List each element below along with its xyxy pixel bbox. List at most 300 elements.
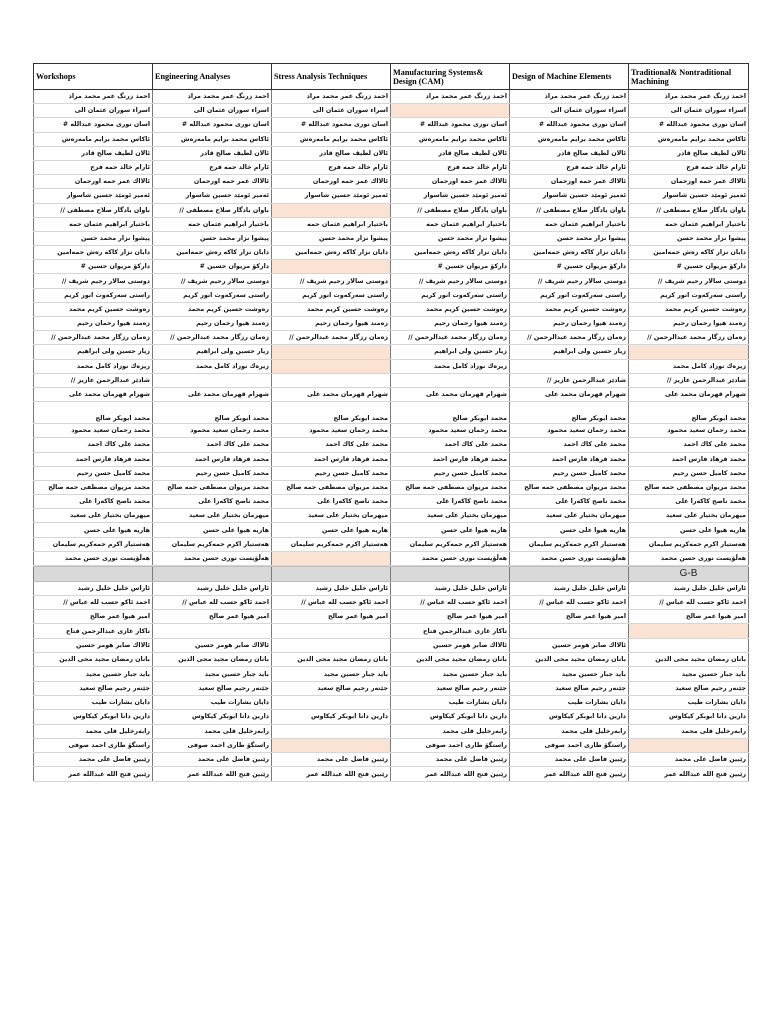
table-cell: محمد فرهاد فارس احمد: [152, 453, 271, 466]
table-cell: محمد رحمان سعید محمود: [152, 424, 271, 437]
table-cell: باید جبار حسین مجید: [271, 667, 390, 680]
table-cell: شهرام قهرمان محمد علی: [509, 388, 628, 401]
table-row: [33, 739, 749, 753]
table-cell: رێبین فتح الله عبدالله عمر: [152, 767, 271, 780]
table-cell: میهرمان بختیار علی سعید: [152, 509, 271, 522]
table-cell: ئالااك صابر هومر حسین: [390, 639, 509, 652]
table-cell: محمد رحمان سعید محمود: [628, 424, 749, 437]
table-cell: دایان نزار کاکه رەش حمەامین: [271, 246, 390, 259]
table-cell: رێبین فتح الله عبدالله عمر: [509, 767, 628, 780]
table-cell: رێبین فتح الله عبدالله عمر: [628, 767, 749, 780]
table-cell: رابەرخلیل قلی محمد: [152, 725, 271, 738]
table-cell: هاریە هیوا علی حسن: [271, 523, 390, 536]
table-cell: پیشوا نزار محمد حسن: [152, 232, 271, 245]
table-cell: زەمند هیوا رحمان رحیم: [628, 317, 749, 330]
table-cell: راستی سەرکەوت انور کریم: [33, 289, 152, 302]
table-cell: رەوشت حسین کریم محمد: [271, 303, 390, 316]
table-cell: هاریە هیوا علی حسن: [628, 523, 749, 536]
table-cell: زەمان رزگار محمد عبدالرحمن //: [271, 331, 390, 344]
table-cell: باید جبار حسین مجید: [152, 667, 271, 680]
table-cell: هەستیار اکرم حمەکریم سلیمان: [509, 538, 628, 551]
table-cell: رابەرخلیل قلی محمد: [390, 725, 509, 738]
table-cell: محمد علی کاك احمد: [509, 438, 628, 451]
table-cell: رەوشت حسین کریم محمد: [33, 303, 152, 316]
table-cell: باید جبار حسین مجید: [628, 667, 749, 680]
table-cell: احمد ئاکو حسب لله عباس //: [271, 596, 390, 609]
table-row: [33, 118, 749, 132]
table-cell: امیر هیوا عمر صالح: [152, 610, 271, 623]
table-row: [33, 523, 749, 537]
table-cell: امیر هیوا عمر صالح: [509, 610, 628, 623]
table-cell: دارین دانا ابوبکر کیکاوس: [390, 710, 509, 723]
table-row: [33, 402, 749, 424]
table-cell: محمد ابوبکر صالح: [152, 402, 271, 423]
table-cell: ئالااك صابر هومر حسین: [509, 639, 628, 652]
table-cell: محمد مریوان مصطفی حمه صالح: [271, 481, 390, 494]
table-cell: راستی سەرکەوت انور کریم: [390, 289, 509, 302]
table-row: [33, 331, 749, 345]
table-cell: راستگۆ طاری احمد صوفی: [33, 739, 152, 752]
table-cell: ئاراس خلیل خلیل رشید: [509, 582, 628, 595]
table-cell: هەڵۆیست نوری حسن محمد: [33, 552, 152, 565]
table-cell: شهرام قهرمان محمد علی: [33, 388, 152, 401]
table-cell-empty-highlighted: [628, 345, 749, 358]
table-cell: زیرەك نوزاد کامل محمد: [152, 360, 271, 373]
table-cell: جێنەر رحیم صالح سعید: [33, 682, 152, 695]
table-cell: ئاراس خلیل خلیل رشید: [628, 582, 749, 595]
table-cell: باختیار ابراهیم عثمان حمه: [509, 218, 628, 231]
table-cell: زەمان رزگار محمد عبدالرحمن //: [509, 331, 628, 344]
table-row: [33, 725, 749, 739]
table-cell: باید جبار حسین مجید: [509, 667, 628, 680]
table-cell: دایان بشارات طیب: [33, 696, 152, 709]
table-cell: دایان نزار کاکه رەش حمەامین: [33, 246, 152, 259]
table-cell: دارین دانا ابوبکر کیکاوس: [152, 710, 271, 723]
table-cell: ئالان لطیف صالح قادر: [390, 147, 509, 160]
table-cell: دایان نزار کاکه رەش حمەامین: [152, 246, 271, 259]
table-row: [33, 274, 749, 288]
table-cell: زەمند هیوا رحمان رحیم: [509, 317, 628, 330]
table-cell: شادێر عبدالرحمن عازیز //: [33, 374, 152, 387]
table-cell: باوان یادگار صلاح مصطفی //: [390, 204, 509, 217]
separator-cell: [33, 567, 152, 581]
table-cell: محمد فرهاد فارس احمد: [390, 453, 509, 466]
table-row: [33, 509, 749, 523]
table-cell: ئەمیر ئومێد حسین شاسوار: [271, 189, 390, 202]
table-cell: احمد ئاکو حسب لله عباس //: [152, 596, 271, 609]
table-row: [33, 388, 749, 402]
table-cell: اسان نوری محمود عبدالله #: [628, 118, 749, 131]
table-cell: شادێر عبدالرحمن عازیز //: [509, 374, 628, 387]
table-cell: میهرمان بختیار علی سعید: [271, 509, 390, 522]
table-cell: بانان رمضان مجید محی الدین: [152, 653, 271, 666]
separator-cell: [390, 567, 509, 581]
table-row: [33, 710, 749, 724]
table-row: [33, 360, 749, 374]
table-row: [33, 682, 749, 696]
table-cell-empty-highlighted: [628, 624, 749, 637]
table-row: [33, 481, 749, 495]
table-row: [33, 495, 749, 509]
table-cell: ئالان لطیف صالح قادر: [152, 147, 271, 160]
column-header-stress-analysis: Stress Analysis Techniques: [271, 64, 390, 89]
table-cell-empty: [152, 624, 271, 637]
table-cell: محمد ناصح کاکەرا علی: [152, 495, 271, 508]
table-cell-empty-highlighted: [271, 360, 390, 373]
table-cell-empty: [271, 696, 390, 709]
separator-cell: [152, 567, 271, 581]
table-cell: هەستیار اکرم حمەکریم سلیمان: [152, 538, 271, 551]
table-cell: احمد ئاکو حسب لله عباس //: [509, 596, 628, 609]
table-cell: محمد ناصح کاکەرا علی: [271, 495, 390, 508]
table-cell: ئالااك عمر حمه اورحمان: [271, 175, 390, 188]
table-cell: دارکۆ مریوان حسین #: [509, 260, 628, 273]
table-cell: جێنەر رحیم صالح سعید: [271, 682, 390, 695]
group-label: G-B: [628, 567, 749, 581]
table-cell: امیر هیوا عمر صالح: [271, 610, 390, 623]
table-cell: ئالااك عمر حمه اورحمان: [390, 175, 509, 188]
table-cell: اسراء سوران عثمان الی: [152, 104, 271, 117]
table-cell: راستی سەرکەوت انور کریم: [628, 289, 749, 302]
table-cell-empty-highlighted: [628, 739, 749, 752]
table-cell: رەوشت حسین کریم محمد: [628, 303, 749, 316]
table-row: [33, 639, 749, 653]
table-cell: ئەمیر ئومێد حسین شاسوار: [390, 189, 509, 202]
table-cell: هەڵۆیست نوری حسن محمد: [390, 552, 509, 565]
table-cell: هەستیار اکرم حمەکریم سلیمان: [390, 538, 509, 551]
table-cell: احمد زرنگ عمر محمد مراد: [33, 90, 152, 103]
table-cell: رابەرخلیل قلی محمد: [628, 725, 749, 738]
table-cell: محمد ناصح کاکەرا علی: [33, 495, 152, 508]
table-cell: زەمند هیوا رحمان رحیم: [390, 317, 509, 330]
table-cell: هەستیار اکرم حمەکریم سلیمان: [271, 538, 390, 551]
table-row: [33, 753, 749, 767]
table-body: [33, 90, 749, 782]
table-cell-empty: [271, 374, 390, 387]
table-cell: باید جبار حسین مجید: [33, 667, 152, 680]
table-cell: رەوشت حسین کریم محمد: [152, 303, 271, 316]
table-cell: راستگۆ طاری احمد صوفی: [509, 739, 628, 752]
table-cell: زەمان رزگار محمد عبدالرحمن //: [33, 331, 152, 344]
table-row: [33, 653, 749, 667]
table-cell: شادێر عبدالرحمن عازیز //: [628, 374, 749, 387]
table-row: [33, 204, 749, 218]
table-cell: رابەرخلیل قلی محمد: [33, 725, 152, 738]
table-cell-empty-highlighted: [271, 260, 390, 273]
table-cell: زیار حسین ولی ابراهیم: [33, 345, 152, 358]
table-cell: رێبین فتح الله عبدالله عمر: [271, 767, 390, 780]
column-header-manufacturing-cam: Manufacturing Systems& Design (CAM): [390, 64, 509, 89]
table-cell: ئالان لطیف صالح قادر: [271, 147, 390, 160]
table-row: [33, 260, 749, 274]
column-header-workshops: Workshops: [33, 64, 152, 89]
table-row: [33, 232, 749, 246]
table-cell: هاریە هیوا علی حسن: [33, 523, 152, 536]
table-cell: ئەمیر ئومێد حسین شاسوار: [509, 189, 628, 202]
table-cell: احمد زرنگ عمر محمد مراد: [509, 90, 628, 103]
table-cell: محمد فرهاد فارس احمد: [33, 453, 152, 466]
table-cell: اسان نوری محمود عبدالله #: [271, 118, 390, 131]
table-cell: هەڵۆیست نوری حسن محمد: [628, 552, 749, 565]
table-cell: اسان نوری محمود عبدالله #: [509, 118, 628, 131]
table-cell: هاریە هیوا علی حسن: [390, 523, 509, 536]
table-row: [33, 303, 749, 317]
table-cell: دارکۆ مریوان حسین #: [152, 260, 271, 273]
table-cell: احمد زرنگ عمر محمد مراد: [390, 90, 509, 103]
table-cell: هەڵۆیست نوری حسن محمد: [509, 552, 628, 565]
table-row: [33, 133, 749, 147]
table-cell: دارین دانا ابوبکر کیکاوس: [509, 710, 628, 723]
table-cell-empty: [271, 639, 390, 652]
table-cell: محمد کامیل حسن رحیم: [390, 467, 509, 480]
student-group: [33, 582, 749, 782]
table-cell: ئالااك صابر هومر حسین: [33, 639, 152, 652]
table-cell: زەمان رزگار محمد عبدالرحمن //: [152, 331, 271, 344]
table-cell: محمد رحمان سعید محمود: [509, 424, 628, 437]
table-cell: هەستیار اکرم حمەکریم سلیمان: [628, 538, 749, 551]
table-cell: ئاکاس محمد برایم مامەرەش: [152, 133, 271, 146]
table-cell: دایان بشارات طیب: [628, 696, 749, 709]
column-header-machining: Traditional& Nontraditional Machining: [628, 64, 749, 89]
table-cell: اسان نوری محمود عبدالله #: [152, 118, 271, 131]
table-cell: محمد علی کاك احمد: [390, 438, 509, 451]
table-cell: راستگۆ طاری احمد صوفی: [390, 739, 509, 752]
table-cell: محمد کامیل حسن رحیم: [509, 467, 628, 480]
table-row: [33, 438, 749, 452]
table-cell: پیشوا نزار محمد حسن: [628, 232, 749, 245]
table-cell-empty: [152, 374, 271, 387]
table-row: [33, 453, 749, 467]
table-cell: دارکۆ مریوان حسین #: [33, 260, 152, 273]
table-cell: رێبین فاضل علی محمد: [628, 753, 749, 766]
table-cell: دارکۆ مریوان حسین #: [390, 260, 509, 273]
table-cell: محمد ابوبکر صالح: [390, 402, 509, 423]
table-cell: ئالان لطیف صالح قادر: [628, 147, 749, 160]
table-cell: ئاراس خلیل خلیل رشید: [33, 582, 152, 595]
table-cell: بانان رمضان مجید محی الدین: [390, 653, 509, 666]
table-cell: محمد علی کاك احمد: [33, 438, 152, 451]
table-cell: محمد ابوبکر صالح: [509, 402, 628, 423]
table-row: [33, 467, 749, 481]
table-cell: جێنەر رحیم صالح سعید: [628, 682, 749, 695]
table-cell: ئەمیر ئومێد حسین شاسوار: [628, 189, 749, 202]
table-cell: راستی سەرکەوت انور کریم: [509, 289, 628, 302]
table-cell-empty-highlighted: [271, 552, 390, 565]
table-cell: زیار حسین ولی ابراهیم: [509, 345, 628, 358]
table-row: [33, 345, 749, 359]
table-cell: محمد علی کاك احمد: [152, 438, 271, 451]
table-cell: زیار حسین ولی ابراهیم: [390, 345, 509, 358]
table-cell: محمد ابوبکر صالح: [271, 402, 390, 423]
table-cell: باختیار ابراهیم عثمان حمه: [628, 218, 749, 231]
table-cell: احمد زرنگ عمر محمد مراد: [152, 90, 271, 103]
table-cell: رێبین فاضل علی محمد: [33, 753, 152, 766]
table-cell: رێبین فتح الله عبدالله عمر: [390, 767, 509, 780]
table-cell-empty-highlighted: [271, 345, 390, 358]
table-cell-empty: [509, 360, 628, 373]
table-cell: جێنەر رحیم صالح سعید: [390, 682, 509, 695]
table-row: [33, 767, 749, 781]
table-row: [33, 175, 749, 189]
table-cell: باوان یادگار صلاح مصطفی //: [152, 204, 271, 217]
table-cell: شهرام قهرمان محمد علی: [271, 388, 390, 401]
separator-cell: [271, 567, 390, 581]
table-row: [33, 624, 749, 638]
table-cell: میهرمان بختیار علی سعید: [628, 509, 749, 522]
column-header-engineering-analyses: Engineering Analyses: [152, 64, 271, 89]
table-cell: اسان نوری محمود عبدالله #: [33, 118, 152, 131]
table-cell: محمد کامیل حسن رحیم: [628, 467, 749, 480]
table-cell-empty: [271, 624, 390, 637]
table-cell: ئەمیر ئومێد حسین شاسوار: [152, 189, 271, 202]
table-cell: دارین دانا ابوبکر کیکاوس: [33, 710, 152, 723]
table-cell: میهرمان بختیار علی سعید: [33, 509, 152, 522]
table-cell: شهرام قهرمان محمد علی: [390, 388, 509, 401]
table-cell: اسان نوری محمود عبدالله #: [390, 118, 509, 131]
table-cell: هەڵۆیست نوری حسن محمد: [152, 552, 271, 565]
table-cell: محمد رحمان سعید محمود: [390, 424, 509, 437]
table-row: [33, 374, 749, 388]
table-cell: دوستی سالار رحیم شریف //: [33, 274, 152, 287]
table-cell: دایان بشارات طیب: [390, 696, 509, 709]
table-cell: اسراء سوران عثمان الی: [628, 104, 749, 117]
table-cell: رابەرخلیل قلی محمد: [509, 725, 628, 738]
table-cell: باختیار ابراهیم عثمان حمه: [271, 218, 390, 231]
table-row: [33, 667, 749, 681]
table-cell: تاکار غازی عبدالرحمن فتاح: [33, 624, 152, 637]
table-cell: باید جبار حسین مجید: [390, 667, 509, 680]
table-cell: پیشوا نزار محمد حسن: [509, 232, 628, 245]
table-cell: پیشوا نزار محمد حسن: [271, 232, 390, 245]
table-cell: باختیار ابراهیم عثمان حمه: [33, 218, 152, 231]
table-cell: ئالان لطیف صالح قادر: [509, 147, 628, 160]
table-cell: دایان نزار کاکه رەش حمەامین: [509, 246, 628, 259]
table-cell-empty-highlighted: [271, 739, 390, 752]
table-row: [33, 189, 749, 203]
table-cell: زەمند هیوا رحمان رحیم: [33, 317, 152, 330]
table-row: [33, 218, 749, 232]
table-cell: باوان یادگار صلاح مصطفی //: [509, 204, 628, 217]
table-cell: راستگۆ طاری احمد صوفی: [152, 739, 271, 752]
table-cell: رێبین فاضل علی محمد: [390, 753, 509, 766]
table-cell: ئالااك عمر حمه اورحمان: [33, 175, 152, 188]
table-cell: ئاکاس محمد برایم مامەرەش: [390, 133, 509, 146]
table-row: [33, 161, 749, 175]
table-cell: دایان بشارات طیب: [509, 696, 628, 709]
table-cell-empty: [509, 624, 628, 637]
table-cell: احمد ئاکو حسب لله عباس //: [33, 596, 152, 609]
table-cell: زیرەك نوزاد کامل محمد: [33, 360, 152, 373]
table-cell: ئارام خالد حمه فرج: [152, 161, 271, 174]
table-cell: راستی سەرکەوت انور کریم: [271, 289, 390, 302]
table-cell: شهرام قهرمان محمد علی: [152, 388, 271, 401]
table-cell: ئالااك عمر حمه اورحمان: [628, 175, 749, 188]
table-row: [33, 696, 749, 710]
table-cell: زەمان رزگار محمد عبدالرحمن //: [390, 331, 509, 344]
table-cell: باختیار ابراهیم عثمان حمه: [152, 218, 271, 231]
table-cell: محمد علی کاك احمد: [271, 438, 390, 451]
table-cell-empty: [628, 639, 749, 652]
table-cell: زیار حسین ولی ابراهیم: [152, 345, 271, 358]
table-cell-empty: [390, 374, 509, 387]
table-cell: محمد ناصح کاکەرا علی: [628, 495, 749, 508]
table-cell: زیرەك نوزاد کامل محمد: [390, 360, 509, 373]
header-row: [33, 63, 749, 90]
table-cell: جێنەر رحیم صالح سعید: [152, 682, 271, 695]
table-cell: محمد ناصح کاکەرا علی: [509, 495, 628, 508]
table-cell: بانان رمضان مجید محی الدین: [33, 653, 152, 666]
table-cell: ئارام خالد حمه فرج: [390, 161, 509, 174]
table-cell: محمد کامیل حسن رحیم: [271, 467, 390, 480]
table-cell: تاکار غازی عبدالرحمن فتاح: [390, 624, 509, 637]
table-cell: محمد فرهاد فارس احمد: [509, 453, 628, 466]
table-cell: دوستی سالار رحیم شریف //: [628, 274, 749, 287]
table-cell: دوستی سالار رحیم شریف //: [152, 274, 271, 287]
table-cell: دوستی سالار رحیم شریف //: [509, 274, 628, 287]
table-cell: زیرەك نوزاد کامل محمد: [628, 360, 749, 373]
table-cell: ئاراس خلیل خلیل رشید: [390, 582, 509, 595]
table-cell: ئالااك عمر حمه اورحمان: [509, 175, 628, 188]
table-cell: زەمند هیوا رحمان رحیم: [152, 317, 271, 330]
table-cell: دوستی سالار رحیم شریف //: [271, 274, 390, 287]
table-cell: دایان نزار کاکه رەش حمەامین: [628, 246, 749, 259]
table-cell: امیر هیوا عمر صالح: [390, 610, 509, 623]
table-cell: محمد ناصح کاکەرا علی: [390, 495, 509, 508]
table-cell: میهرمان بختیار علی سعید: [390, 509, 509, 522]
table-cell: احمد ئاکو حسب لله عباس //: [628, 596, 749, 609]
table-cell: اسراء سوران عثمان الی: [509, 104, 628, 117]
table-cell: هەستیار اکرم حمەکریم سلیمان: [33, 538, 152, 551]
table-cell: دارکۆ مریوان حسین #: [628, 260, 749, 273]
table-cell: رێبین فتح الله عبدالله عمر: [33, 767, 152, 780]
table-cell: شهرام قهرمان محمد علی: [628, 388, 749, 401]
table-cell: هاریە هیوا علی حسن: [509, 523, 628, 536]
table-cell: بانان رمضان مجید محی الدین: [509, 653, 628, 666]
table-cell: ئەمیر ئومێد حسین شاسوار: [33, 189, 152, 202]
table-cell: ئاراس خلیل خلیل رشید: [152, 582, 271, 595]
table-cell: جێنەر رحیم صالح سعید: [509, 682, 628, 695]
table-cell: باوان یادگار صلاح مصطفی //: [33, 204, 152, 217]
table-cell: احمد زرنگ عمر محمد مراد: [271, 90, 390, 103]
table-cell: باوان یادگار صلاح مصطفی //: [628, 204, 749, 217]
table-cell: دایان بشارات طیب: [152, 696, 271, 709]
table-row: [33, 596, 749, 610]
table-cell: محمد علی کاك احمد: [628, 438, 749, 451]
table-cell: ئالااك عمر حمه اورحمان: [152, 175, 271, 188]
table-cell: ئالااك صابر هومر حسین: [152, 639, 271, 652]
table-row: [33, 147, 749, 161]
table-cell: محمد کامیل حسن رحیم: [33, 467, 152, 480]
table-cell: ئارام خالد حمه فرج: [509, 161, 628, 174]
table-cell: محمد کامیل حسن رحیم: [152, 467, 271, 480]
table-row: [33, 552, 749, 566]
table-cell: امیر هیوا عمر صالح: [628, 610, 749, 623]
table-cell: رەوشت حسین کریم محمد: [390, 303, 509, 316]
table-cell: ئاکاس محمد برایم مامەرەش: [628, 133, 749, 146]
table-cell: ئاکاس محمد برایم مامەرەش: [33, 133, 152, 146]
table-cell: رێبین فاضل علی محمد: [152, 753, 271, 766]
table-cell: ئاکاس محمد برایم مامەرەش: [509, 133, 628, 146]
table-cell: پیشوا نزار محمد حسن: [33, 232, 152, 245]
table-row: [33, 424, 749, 438]
table-cell: محمد مریوان مصطفی حمه صالح: [509, 481, 628, 494]
table-cell-empty-highlighted: [390, 104, 509, 117]
table-cell: محمد ابوبکر صالح: [628, 402, 749, 423]
table-cell: احمد زرنگ عمر محمد مراد: [628, 90, 749, 103]
table-cell: باختیار ابراهیم عثمان حمه: [390, 218, 509, 231]
table-cell: دوستی سالار رحیم شریف //: [390, 274, 509, 287]
table-cell: دارین دانا ابوبکر کیکاوس: [271, 710, 390, 723]
